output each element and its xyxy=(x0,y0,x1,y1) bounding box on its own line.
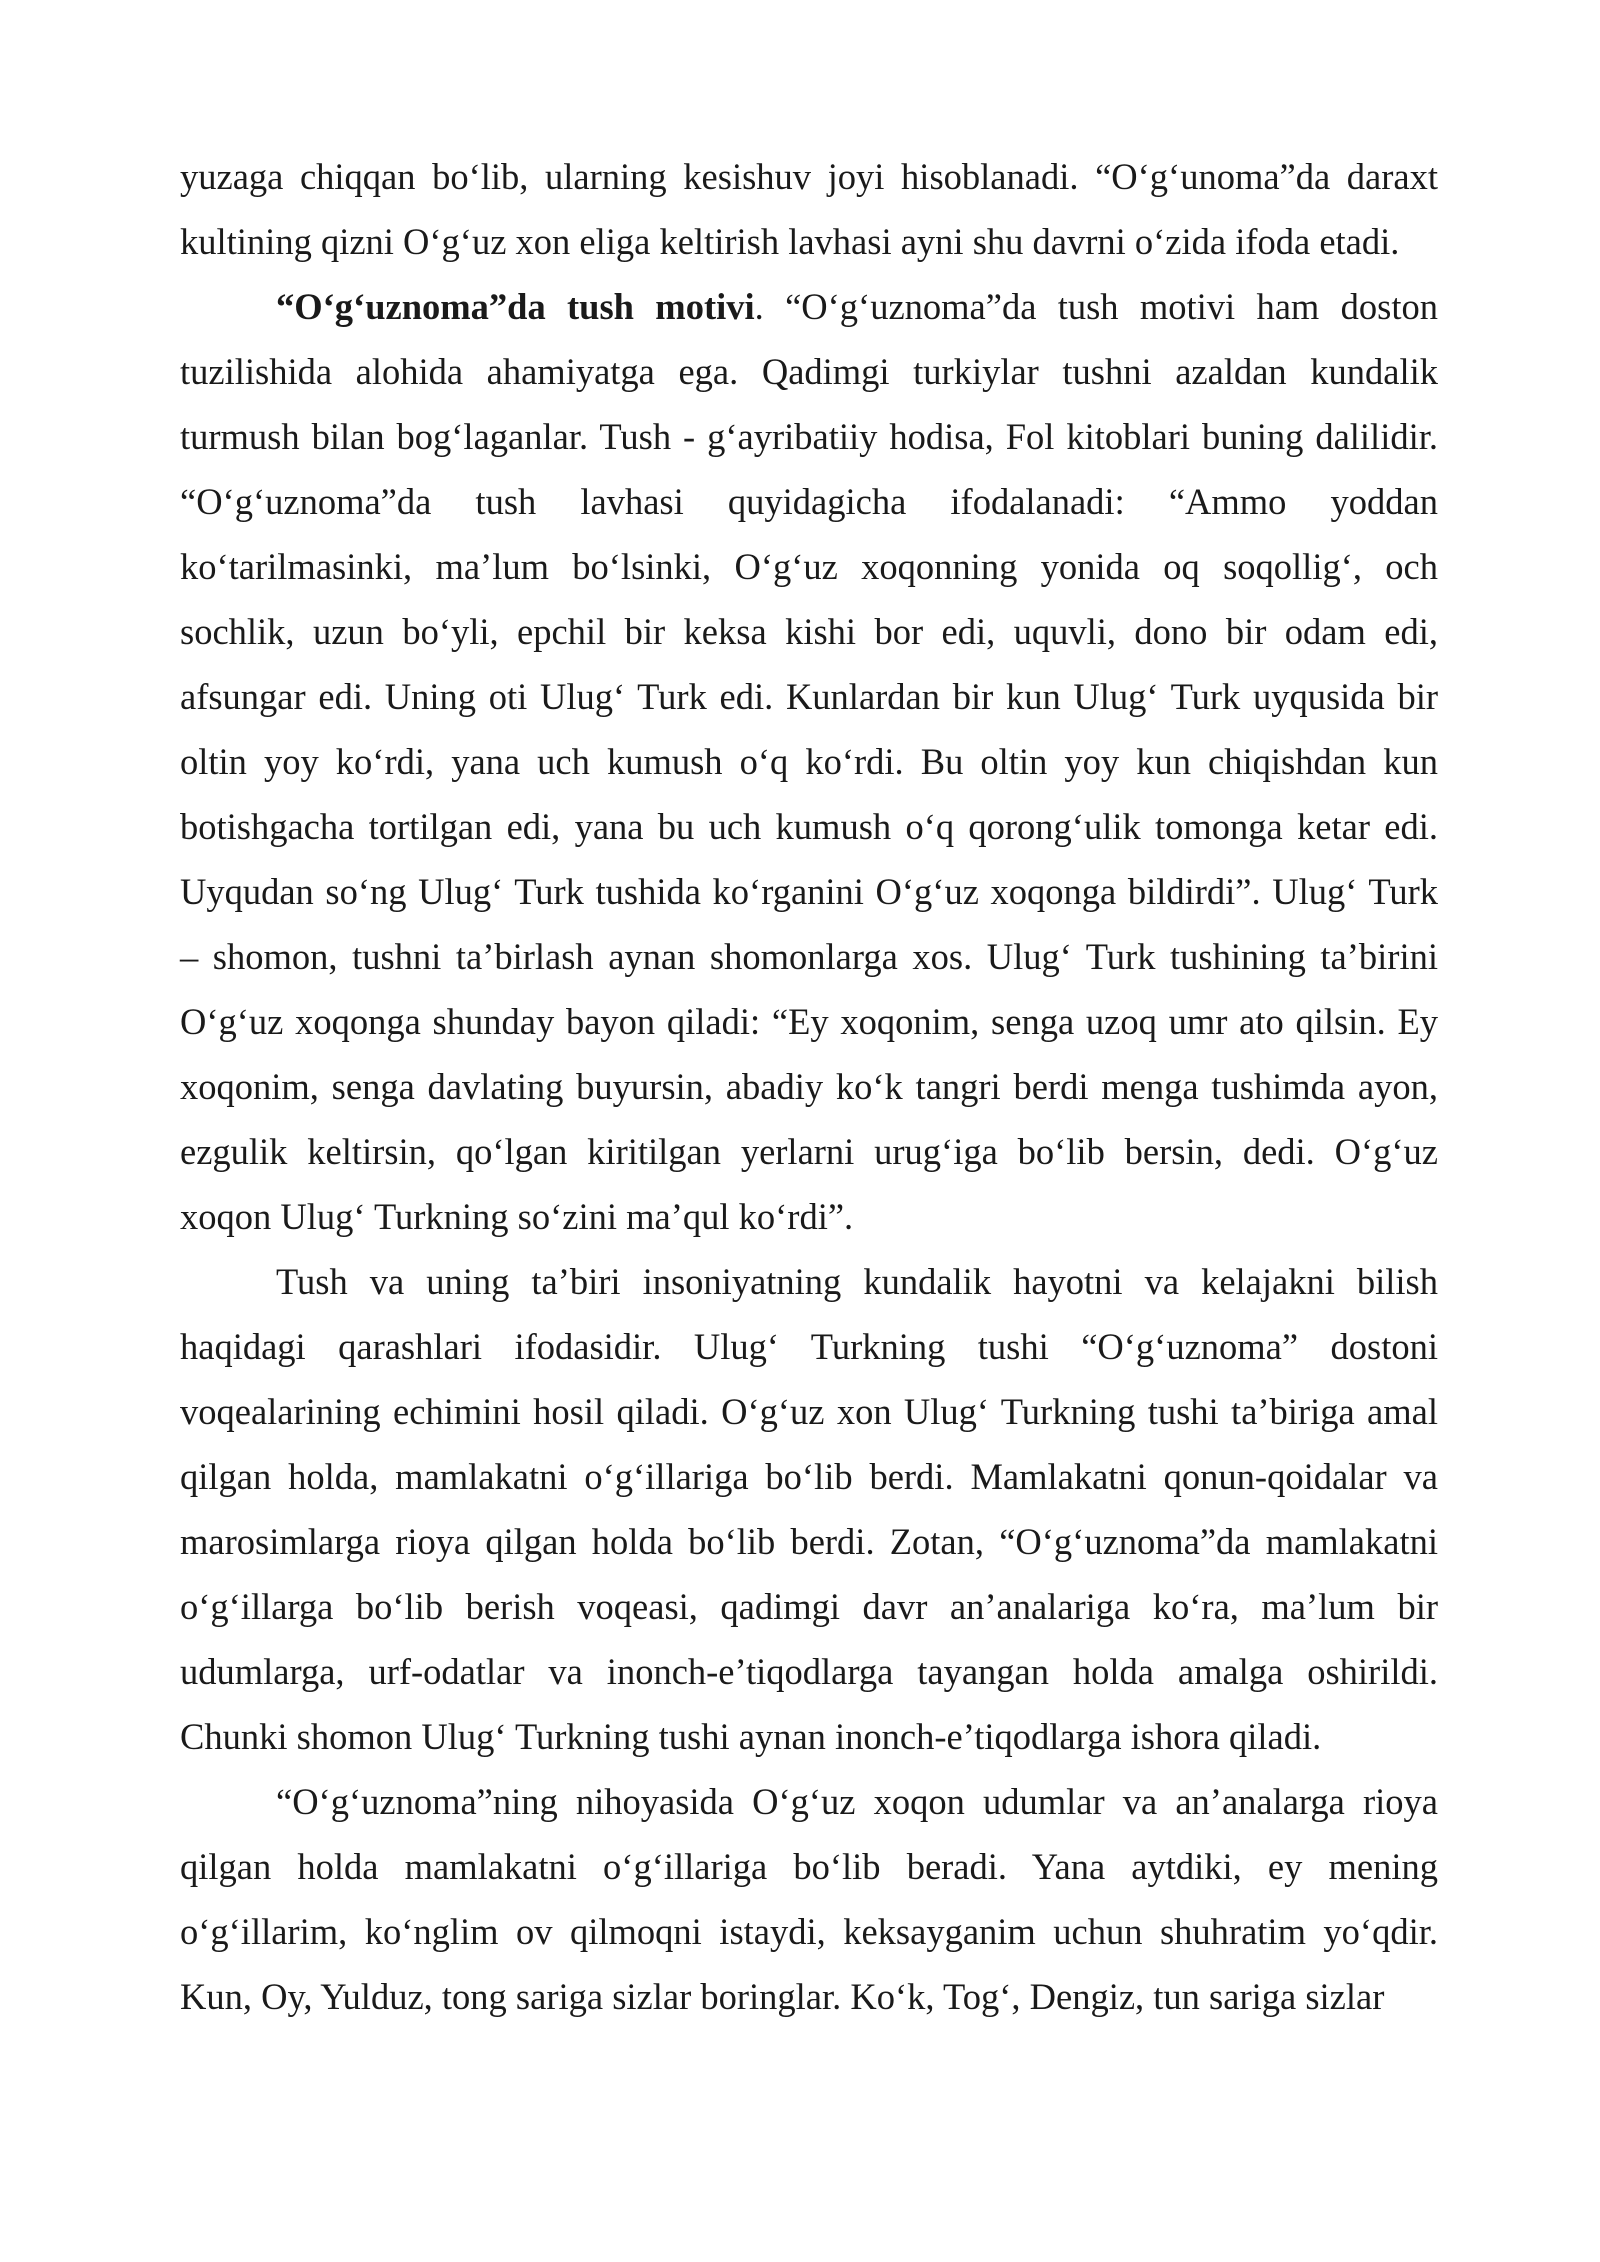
section-heading: “O‘g‘uznoma”da tush motivi xyxy=(276,286,755,327)
paragraph-1 xyxy=(180,144,1438,274)
paragraph-2-text: . “O‘g‘uznoma”da tush motivi ham doston tuzilishida alohida ahamiyatga ega. Qadimgi turkiylar tushni azaldan kundalik turmush bilan bog‘laganlar. Tush - g‘ayribatiiy hodisa, Fol kitoblari buning dalilidir. “O‘g‘uznoma”da tush lavhasi quyidagicha ifodalanadi: “Ammo yoddan ko‘tarilmasinki, ma’lum bo‘lsinki, O‘g‘uz xoqonning yonida oq soqollig‘, och sochlik, uzun bo‘yli, epchil bir keksa kishi bor edi, uquvli, dono bir odam edi, afsungar edi. Uning oti Ulug‘ Turk edi. Kunlardan bir kun Ulug‘ Turk uyqusida bir oltin yoy ko‘rdi, yana uch kumush o‘q ko‘rdi. Bu oltin yoy kun chiqishdan kun botishgacha tortilgan edi, yana bu uch kumush o‘q qorong‘ulik tomonga ketar edi. Uyqudan so‘ng Ulug‘ Turk tushida ko‘rganini O‘g‘uz xoqonga bildirdi”. Ulug‘ Turk – shomon, tushni ta’birlash aynan shomonlarga xos. Ulug‘ Turk tushining ta’birini O‘g‘uz xoqonga shunday bayon qiladi: “Ey xoqonim, senga uzoq umr ato qilsin. Ey xoqonim, senga davlating buyursin, abadiy ko‘k tangri berdi menga tushimda ayon, ezgulik keltirsin, qo‘lgan kiritilgan yerlarni urug‘iga bo‘lib bersin, dedi. O‘g‘uz xoqon Ulug‘ Turkning so‘zini ma’qul ko‘rdi”. xyxy=(180,286,1438,1237)
document-body xyxy=(180,144,1438,2029)
paragraph-3 xyxy=(180,1249,1438,1769)
paragraph-2 xyxy=(180,274,1438,1249)
paragraph-1-text: yuzaga chiqqan bo‘lib, ularning kesishuv joyi hisoblanadi. “O‘g‘unoma”da daraxt kultining qizni O‘g‘uz xon eliga keltirish lavhasi ayni shu davrni o‘zida ifoda etadi. xyxy=(180,156,1438,262)
paragraph-4-text: “O‘g‘uznoma”ning nihoyasida O‘g‘uz xoqon udumlar va an’analarga rioya qilgan holda mamlakatni o‘g‘illariga bo‘lib beradi. Yana aytdiki, ey mening o‘g‘illarim, ko‘nglim ov qilmoqni istaydi, keksayganim uchun shuhratim yo‘qdir. Kun, Oy, Yulduz, tong sariga sizlar boringlar. Ko‘k, Tog‘, Dengiz, tun sariga sizlar xyxy=(180,1781,1438,2017)
paragraph-4 xyxy=(180,1769,1438,2029)
paragraph-3-text: Tush va uning ta’biri insoniyatning kundalik hayotni va kelajakni bilish haqidagi qarashlari ifodasidir. Ulug‘ Turkning tushi “O‘g‘uznoma” dostoni voqealarining echimini hosil qiladi. O‘g‘uz xon Ulug‘ Turkning tushi ta’biriga amal qilgan holda, mamlakatni o‘g‘illariga bo‘lib berdi. Mamlakatni qonun-qoidalar va marosimlarga rioya qilgan holda bo‘lib berdi. Zotan, “O‘g‘uznoma”da mamlakatni o‘g‘illarga bo‘lib berish voqeasi, qadimgi davr an’analariga ko‘ra, ma’lum bir udumlarga, urf-odatlar va inonch-e’tiqodlarga tayangan holda amalga oshirildi. Chunki shomon Ulug‘ Turkning tushi aynan inonch-e’tiqodlarga ishora qiladi. xyxy=(180,1261,1438,1757)
